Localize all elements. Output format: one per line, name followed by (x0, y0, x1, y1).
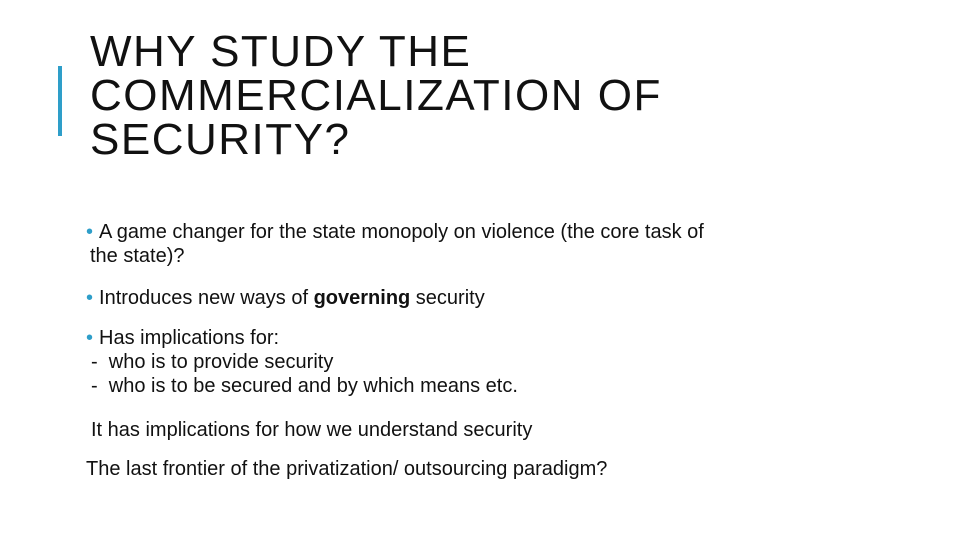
statement-2-text: The last frontier of the privatization/ outsourcing paradigm? (86, 458, 608, 480)
bullet-1-line-2: the state)? (90, 245, 185, 267)
title-accent-bar (58, 66, 62, 136)
bullet-marker: • (86, 287, 94, 309)
bullet-3-sub-item-2: - who is to be secured and by which means etc. (91, 375, 518, 397)
statement-1 (91, 418, 851, 442)
bullet-2-emphasis: governing (313, 287, 411, 309)
bullet-2 (86, 286, 846, 310)
title-line-3: SECURITY? (90, 115, 351, 164)
bullet-1-line-1: A game changer for the state monopoly on violence (the core task of (99, 221, 704, 243)
title-line-1: WHY STUDY THE (90, 27, 472, 76)
title-line-2: COMMERCIALIZATION OF (90, 71, 662, 120)
statement-2 (86, 457, 846, 481)
bullet-3 (86, 326, 846, 398)
statement-1-text: It has implications for how we understand security (91, 419, 533, 441)
bullet-2-text-before: Introduces new ways of (99, 287, 314, 309)
bullet-marker: • (86, 221, 94, 243)
bullet-3-sub-item-1: - who is to provide security (91, 351, 334, 373)
bullet-marker: • (86, 327, 94, 349)
bullet-1 (86, 220, 846, 268)
bullet-2-text-after: security (410, 287, 485, 309)
slide-title (90, 27, 662, 164)
bullet-3-line-1: Has implications for: (99, 327, 280, 349)
